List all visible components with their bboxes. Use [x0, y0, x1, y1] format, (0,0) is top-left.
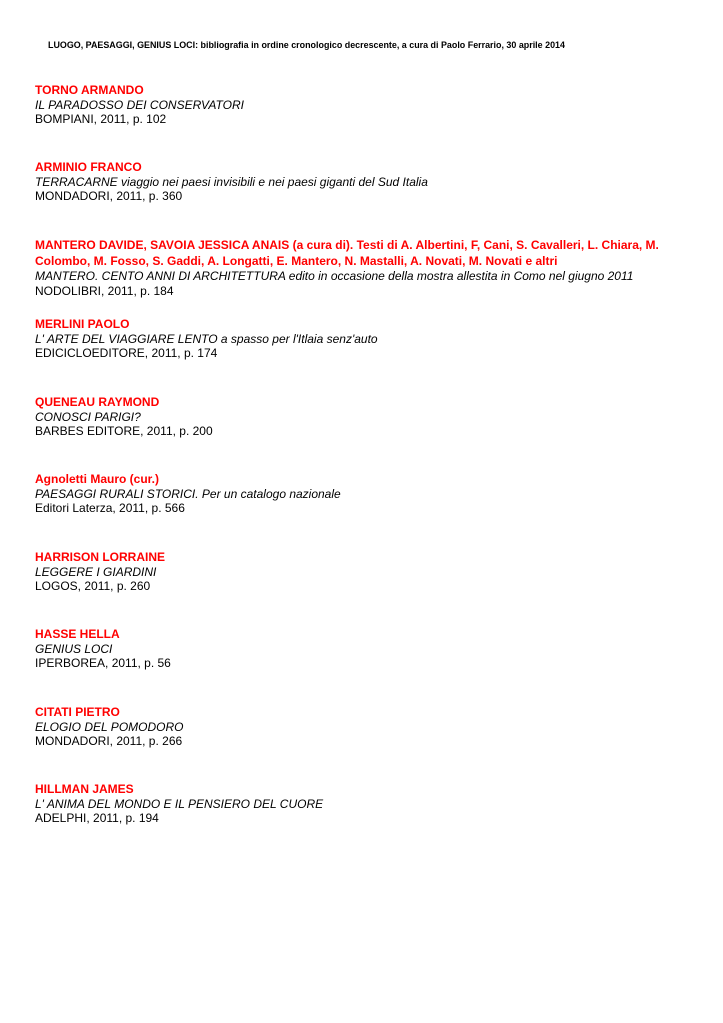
entry-author: MERLINI PAOLO: [35, 317, 130, 331]
entry-title: MANTERO. CENTO ANNI DI ARCHITETTURA edito in occasione della mostra allestita in Como nel giugno 2011: [35, 269, 634, 283]
entry-publication: MONDADORI, 2011, p. 266: [35, 734, 183, 748]
entry-title: LEGGERE I GIARDINI: [35, 564, 157, 579]
entry-title: GENIUS LOCI: [35, 641, 113, 656]
entry-publication: MONDADORI, 2011, p. 360: [35, 189, 183, 203]
entry-author: HASSE HELLA: [35, 627, 120, 641]
entry-author: QUENEAU RAYMOND: [35, 395, 160, 409]
bibliography-entry: [35, 317, 695, 361]
bibliography-entry: [35, 627, 695, 671]
bibliography-entry: [35, 782, 695, 826]
entry-publication: NODOLIBRI, 2011, p. 184: [35, 283, 174, 298]
entry-publication: ADELPHI, 2011, p. 194: [35, 811, 159, 825]
entry-author: TORNO ARMANDO: [35, 83, 144, 97]
entry-publication: LOGOS, 2011, p. 260: [35, 579, 151, 593]
entry-title: L' ARTE DEL VIAGGIARE LENTO a spasso per l'Itlaia senz'auto: [35, 331, 378, 346]
entry-title: TERRACARNE viaggio nei paesi invisibili e nei paesi giganti del Sud Italia: [35, 174, 428, 189]
entry-publication: BOMPIANI, 2011, p. 102: [35, 112, 167, 126]
bibliography-entry: [35, 550, 695, 594]
entry-title: PAESAGGI RURALI STORICI. Per un catalogo nazionale: [35, 486, 341, 501]
entry-author: HARRISON LORRAINE: [35, 550, 166, 564]
entry-author: Agnoletti Mauro (cur.): [35, 472, 159, 486]
entry-author: ARMINIO FRANCO: [35, 160, 142, 174]
entry-author: CITATI PIETRO: [35, 705, 120, 719]
entry-title: L' ANIMA DEL MONDO E IL PENSIERO DEL CUORE: [35, 796, 324, 811]
entry-author: HILLMAN JAMES: [35, 782, 134, 796]
entry-publication: BARBES EDITORE, 2011, p. 200: [35, 424, 213, 438]
bibliography-entry: [35, 395, 695, 439]
entry-title: ELOGIO DEL POMODORO: [35, 719, 184, 734]
bibliography-entry: [35, 238, 660, 298]
entry-publication: IPERBOREA, 2011, p. 56: [35, 656, 171, 670]
entry-publication: EDICICLOEDITORE, 2011, p. 174: [35, 346, 218, 360]
bibliography-entry: [35, 472, 695, 516]
entry-author: MANTERO DAVIDE, SAVOIA JESSICA ANAIS (a cura di). Testi di A. Albertini, F, Cani, S. Cavalleri, L. Chiara, M. Colombo, M. Fosso, S. Gaddi, A. Longatti, E. Mantero, N. Mastalli, A. Novati, M. Novati e altri: [35, 238, 659, 268]
entry-title: CONOSCI PARIGI?: [35, 409, 141, 424]
bibliography-entry: [35, 83, 695, 127]
entry-title: IL PARADOSSO DEI CONSERVATORI: [35, 97, 244, 112]
entry-publication: Editori Laterza, 2011, p. 566: [35, 501, 185, 515]
bibliography-entry: [35, 705, 695, 749]
bibliography-entry: [35, 160, 695, 204]
page-header: LUOGO, PAESAGGI, GENIUS LOCI: bibliografia in ordine cronologico decrescente, a cura di Paolo Ferrario, 30 aprile 2014: [48, 40, 565, 51]
